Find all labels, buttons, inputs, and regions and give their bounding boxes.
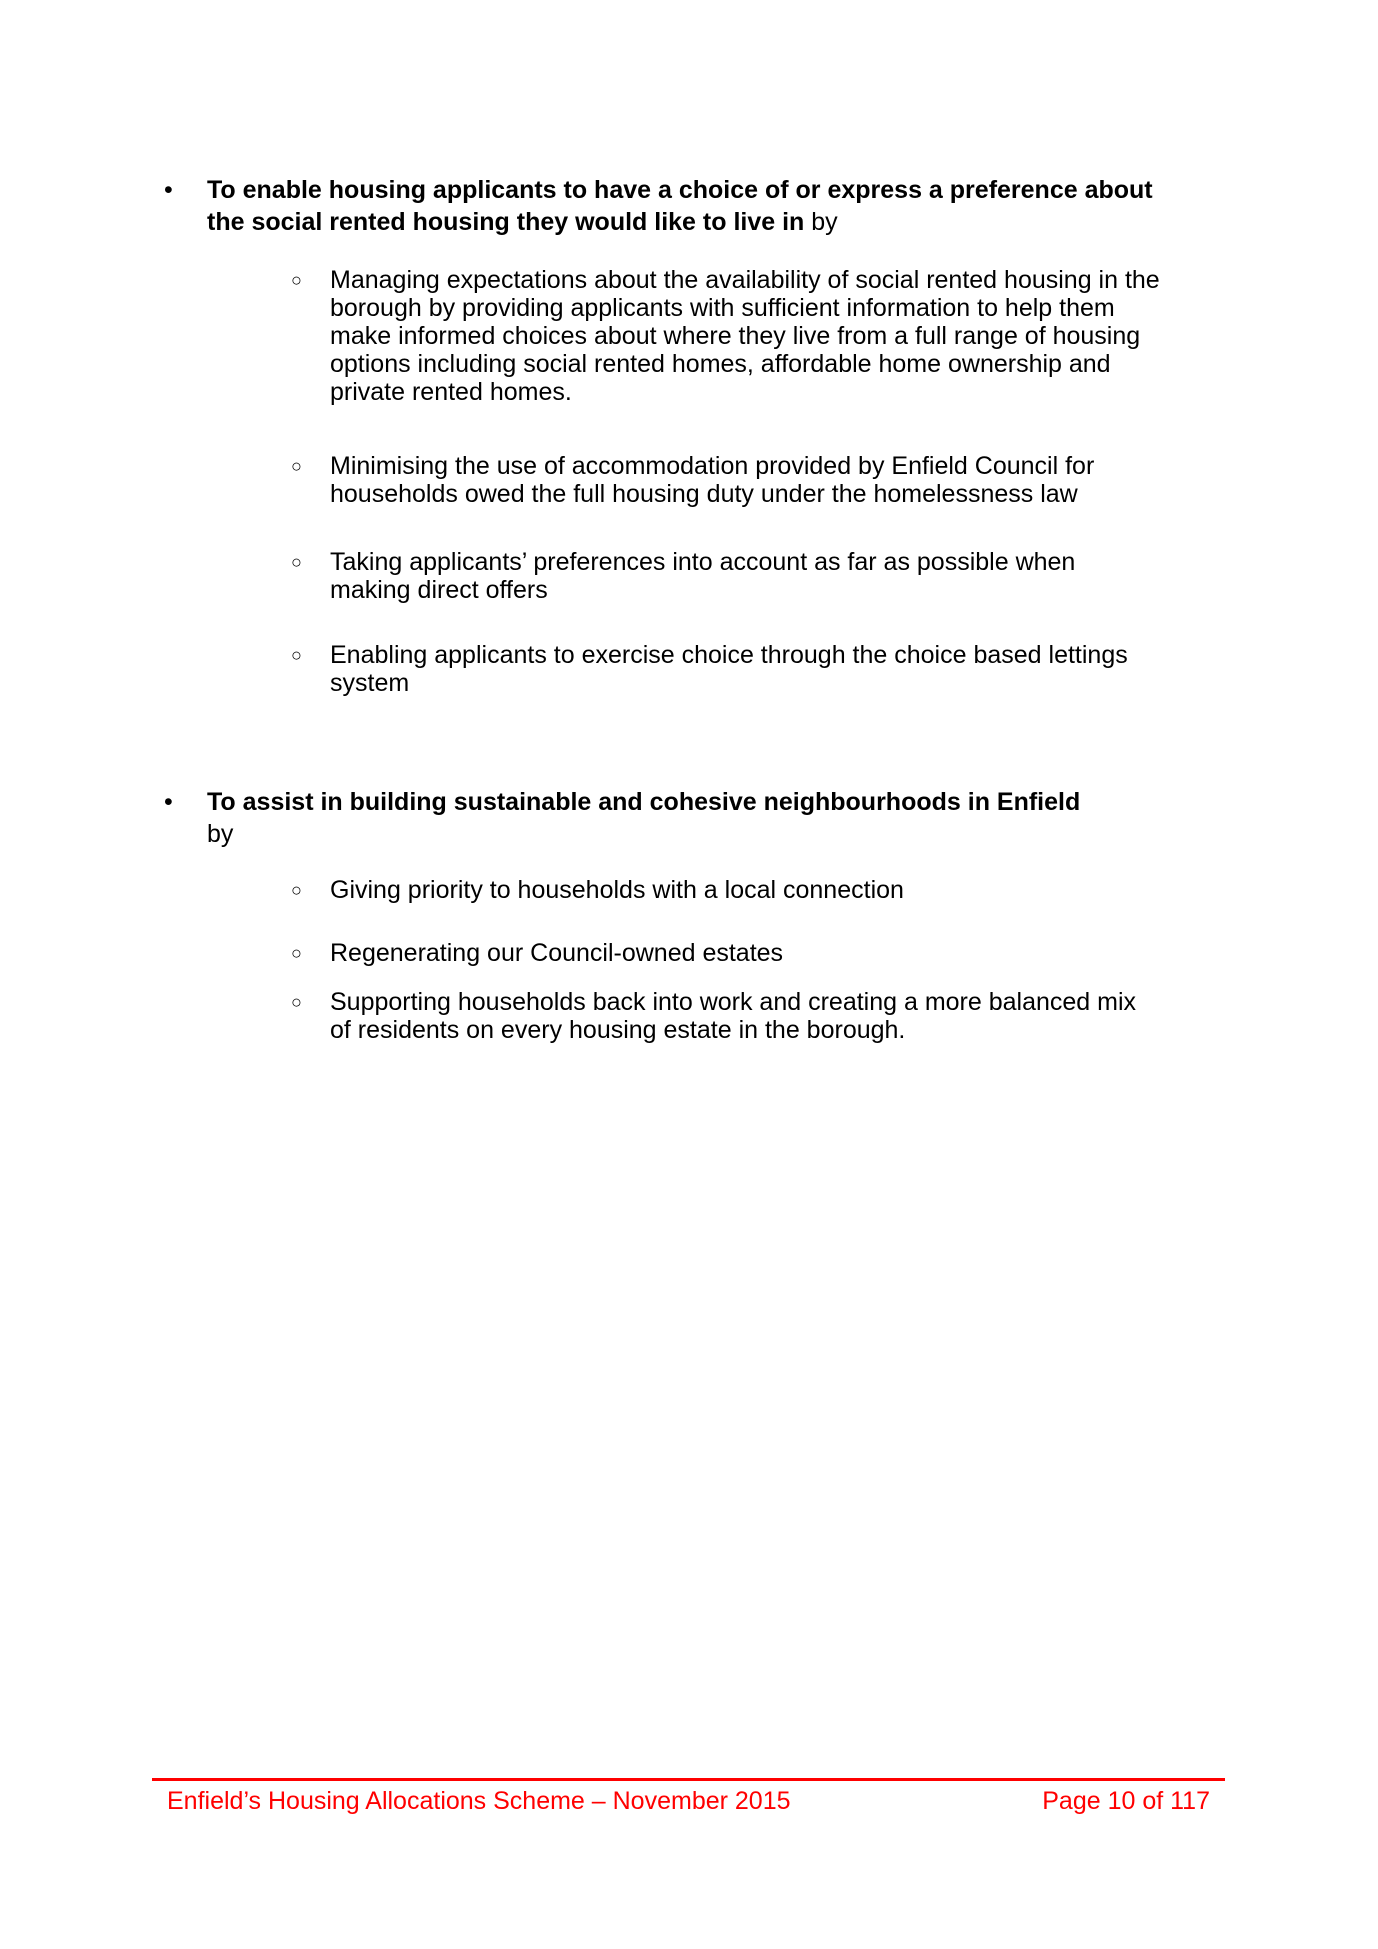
sub-bullet-text: Supporting households back into work and creating a more balanced mix of residents on every housing estate in the borough. <box>330 988 1137 1044</box>
bullet-heading <box>207 174 1160 238</box>
bullet-item-choice-preference <box>0 174 1378 238</box>
sub-bullet-text: Taking applicants’ preferences into account as far as possible when making direct offers <box>330 548 1076 604</box>
bullet-circle-icon: ○ <box>291 456 302 476</box>
sub-bullet-managing-expectations <box>0 266 1378 406</box>
bullet-circle-icon: ○ <box>291 270 302 290</box>
sub-bullet-supporting-households <box>0 988 1378 1044</box>
bullet-heading-bold-text: To enable housing applicants to have a choice of or express a preference about the social rented housing they would like to live in <box>207 176 1153 236</box>
bullet-disc-icon: • <box>164 788 173 816</box>
bullet-heading-suffix-text: by <box>207 820 234 848</box>
bullet-heading-bold-text: To assist in building sustainable and cohesive neighbourhoods in Enfield <box>207 788 1081 816</box>
bullet-disc-icon: • <box>164 176 173 204</box>
bullet-circle-icon: ○ <box>291 943 302 963</box>
sub-bullet-regenerating-estates <box>0 939 1378 967</box>
sub-bullet-text: Regenerating our Council-owned estates <box>330 939 784 967</box>
footer-document-title: Enfield’s Housing Allocations Scheme – November 2015 <box>167 1787 791 1815</box>
sub-bullet-local-connection <box>0 876 1378 904</box>
sub-bullet-taking-preferences <box>0 548 1378 604</box>
bullet-circle-icon: ○ <box>291 552 302 572</box>
bullet-circle-icon: ○ <box>291 645 302 665</box>
footer-page-number: Page 10 of 117 <box>1042 1787 1210 1815</box>
bullet-heading-suffix-text: by <box>804 208 838 236</box>
sub-bullet-text: Enabling applicants to exercise choice through the choice based lettings system <box>330 641 1128 697</box>
sub-bullet-text: Minimising the use of accommodation provided by Enfield Council for households owed the full housing duty under the homelessness law <box>330 452 1095 508</box>
footer-divider-line <box>152 1778 1225 1781</box>
sub-bullet-text: Managing expectations about the availability of social rented housing in the borough by providing applicants with sufficient information to help them make informed choices about where they live from a full range of housing options including social rented homes, affordable home ownership and private rented homes. <box>330 266 1160 406</box>
sub-bullet-text: Giving priority to households with a local connection <box>330 876 904 904</box>
bullet-circle-icon: ○ <box>291 992 302 1012</box>
sub-bullet-minimising-accommodation <box>0 452 1378 508</box>
bullet-heading <box>207 786 1160 850</box>
sub-bullet-enabling-choice <box>0 641 1378 697</box>
page-footer <box>167 1786 1210 1816</box>
bullet-circle-icon: ○ <box>291 880 302 900</box>
bullet-item-sustainable-neighbourhoods <box>0 786 1378 850</box>
